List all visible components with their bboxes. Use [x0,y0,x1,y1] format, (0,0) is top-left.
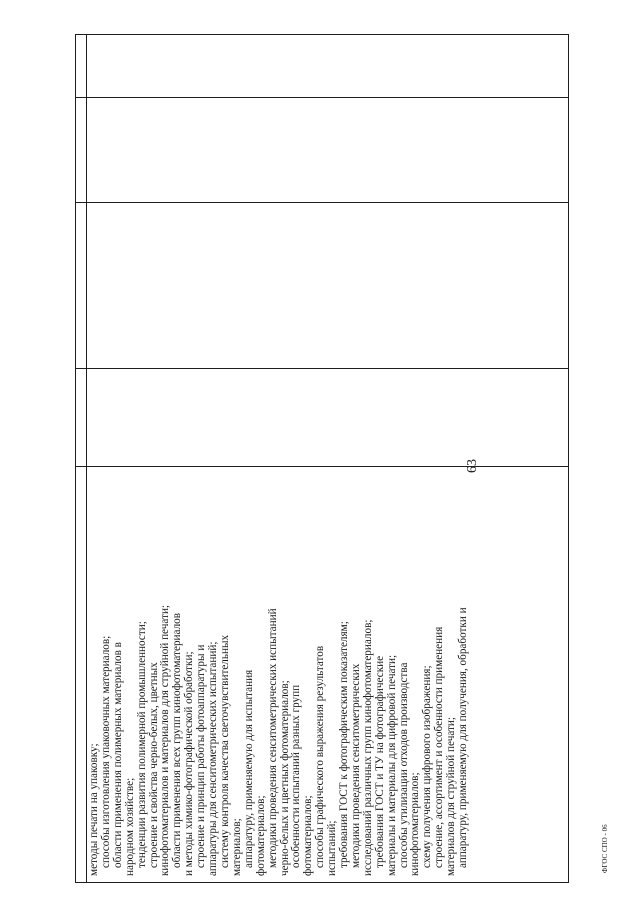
list-item: и методы химико-фотографической обработки; [183,651,196,876]
table-top-row [76,35,87,882]
curriculum-table [75,34,569,883]
table-cell-empty [87,35,568,98]
list-item: испытаний; [326,820,339,876]
list-item: методики проведения сенситометрических испытаний [266,608,279,868]
list-item: аппаратуру, применяемую для испытания [242,669,255,868]
table-cell-empty [76,35,86,98]
list-item: материалы и материалы для цифровой печати; [385,654,398,876]
table-cell-empty [76,369,86,467]
list-item: аппаратуры для сенситометрических испытаний; [207,641,220,876]
list-item: способы утилизации отходов производства [397,662,410,868]
list-item: кинофотоматериалов и материалов для струйной печати; [159,604,172,876]
table-cell-empty [76,203,86,369]
list-item: способы изготовления упаковочных материалов; [99,635,112,868]
list-item: систему контроля качества светочувствительных [218,634,231,868]
list-item: тенденции развития полимерной промышленности; [135,621,148,868]
list-item: народном хозяйстве; [123,777,136,876]
table-row [87,35,568,882]
list-item: области применения полимерных материалов в [111,642,124,868]
list-item: требования ГОСТ к фотографическим показателям; [338,621,351,868]
list-item: строение и свойства черно-белых, цветных [147,662,160,868]
list-item: кинофотоматериалов; [409,772,422,876]
list-item: особенности испытаний разных групп [290,684,303,868]
list-item: методики проведения сенситометрических [349,663,362,868]
list-item: схему получения цифрового изображения; [421,665,434,868]
page-number: 63 [465,459,480,473]
table-cell-empty [87,369,568,467]
list-item: строение и принцип работы фотоаппаратуры и [195,644,208,868]
list-item: фотоматериалов; [254,795,267,876]
list-item: методы печати на упаковку; [88,743,100,876]
knowledge-list-cell [87,467,568,882]
list-item: материалов для струйной печати; [445,717,458,876]
list-item: области применения всех групп кинофотоматериалов [171,612,184,868]
list-item: исследований различных групп кинофотоматериалов; [361,619,374,876]
table-cell-empty [87,98,568,203]
list-item: способы графического выражения результатов [314,645,327,868]
list-item: строение, ассортимент и особенности применения [433,626,446,868]
table-cell-empty [76,467,86,882]
footer-document-code: ФГОС СПО - 06 [601,824,609,873]
table-cell-empty [76,98,86,203]
list-item: аппаратуру, применяемую для получения, обработки и [457,607,470,868]
list-item: требования ГОСТ и ТУ на фотографические [373,655,386,868]
list-item: черно-белых и цветных фотоматериалов; [278,680,291,876]
table-cell-empty [87,203,568,369]
list-item: фотоматериалов; [302,795,315,876]
knowledge-list [89,467,470,876]
list-item: материалов; [230,818,243,876]
